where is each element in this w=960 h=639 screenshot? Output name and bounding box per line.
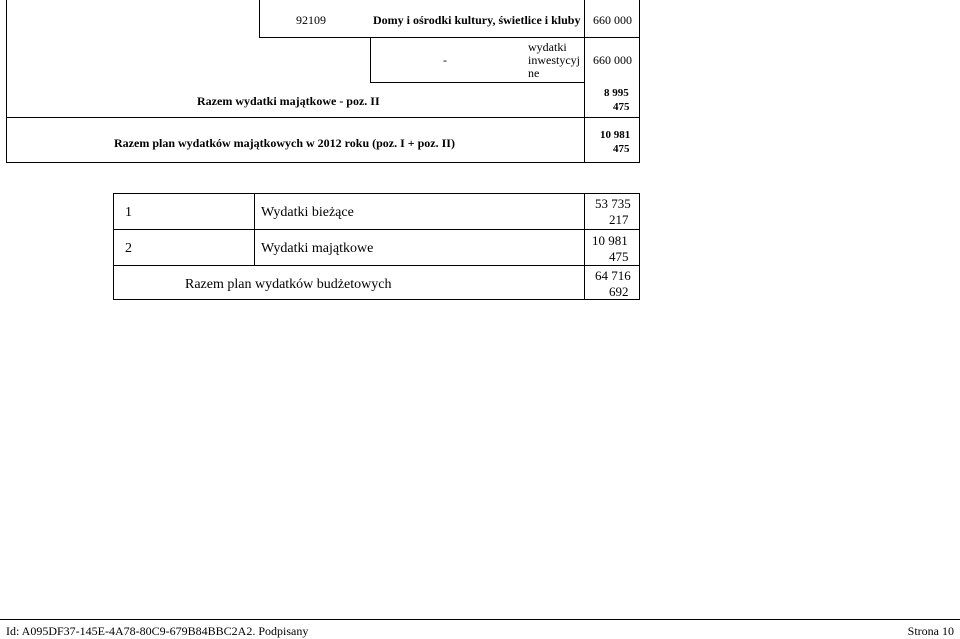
- table-border: [113, 265, 640, 266]
- section-amount: 660 000: [593, 13, 632, 27]
- table-border: [370, 37, 371, 82]
- table-border: [113, 229, 640, 230]
- expense-type-line2: inwestycyj: [528, 53, 580, 67]
- table-border: [259, 37, 640, 38]
- row-amount: 660 000: [593, 53, 632, 67]
- total-label: Razem plan wydatków budżetowych: [185, 277, 392, 292]
- table-border: [6, 162, 640, 163]
- table-border: [113, 193, 114, 300]
- dash-cell: -: [443, 53, 447, 67]
- total-amount-line2: 475: [613, 143, 630, 155]
- row-amount-line2: 217: [609, 212, 629, 227]
- total-amount-line1: 64 716: [595, 268, 631, 283]
- footer-rule: [0, 619, 960, 620]
- table-border: [259, 0, 260, 37]
- subtotal-amount-line1: 8 995: [604, 87, 629, 99]
- table-border: [639, 193, 640, 300]
- expense-type-line3: ne: [528, 66, 540, 80]
- table-border: [254, 193, 255, 265]
- total-amount-line1: 10 981: [600, 129, 631, 141]
- total-amount-line2: 692: [609, 284, 629, 299]
- page-number: Strona 10: [907, 624, 954, 638]
- table-border: [370, 82, 584, 83]
- table-border: [113, 193, 640, 194]
- table-border: [639, 0, 640, 162]
- section-code: 92109: [296, 13, 326, 27]
- subtotal-label: Razem wydatki majątkowe - poz. II: [197, 94, 380, 108]
- table-border: [6, 117, 640, 118]
- row-number: 2: [125, 241, 132, 256]
- row-amount-line1: 53 735: [595, 196, 631, 211]
- table-border-left: [6, 0, 7, 162]
- table-border: [113, 299, 640, 300]
- row-amount-line2: 475: [609, 249, 629, 264]
- total-label: Razem plan wydatków majątkowych w 2012 roku (poz. I + poz. II): [114, 136, 455, 150]
- row-label: Wydatki majątkowe: [261, 241, 374, 256]
- document-id: Id: A095DF37-145E-4A78-80C9-679B84BBC2A2. Podpisany: [6, 624, 309, 638]
- row-number: 1: [125, 205, 132, 220]
- row-amount-line1: 10 981: [592, 233, 628, 248]
- table-border: [584, 193, 585, 300]
- row-label: Wydatki bieżące: [261, 205, 354, 220]
- subtotal-amount-line2: 475: [613, 101, 630, 113]
- table-border: [584, 0, 585, 162]
- section-name: Domy i ośrodki kultury, świetlice i kluby: [373, 13, 581, 27]
- expense-type-line1: wydatki: [528, 40, 567, 54]
